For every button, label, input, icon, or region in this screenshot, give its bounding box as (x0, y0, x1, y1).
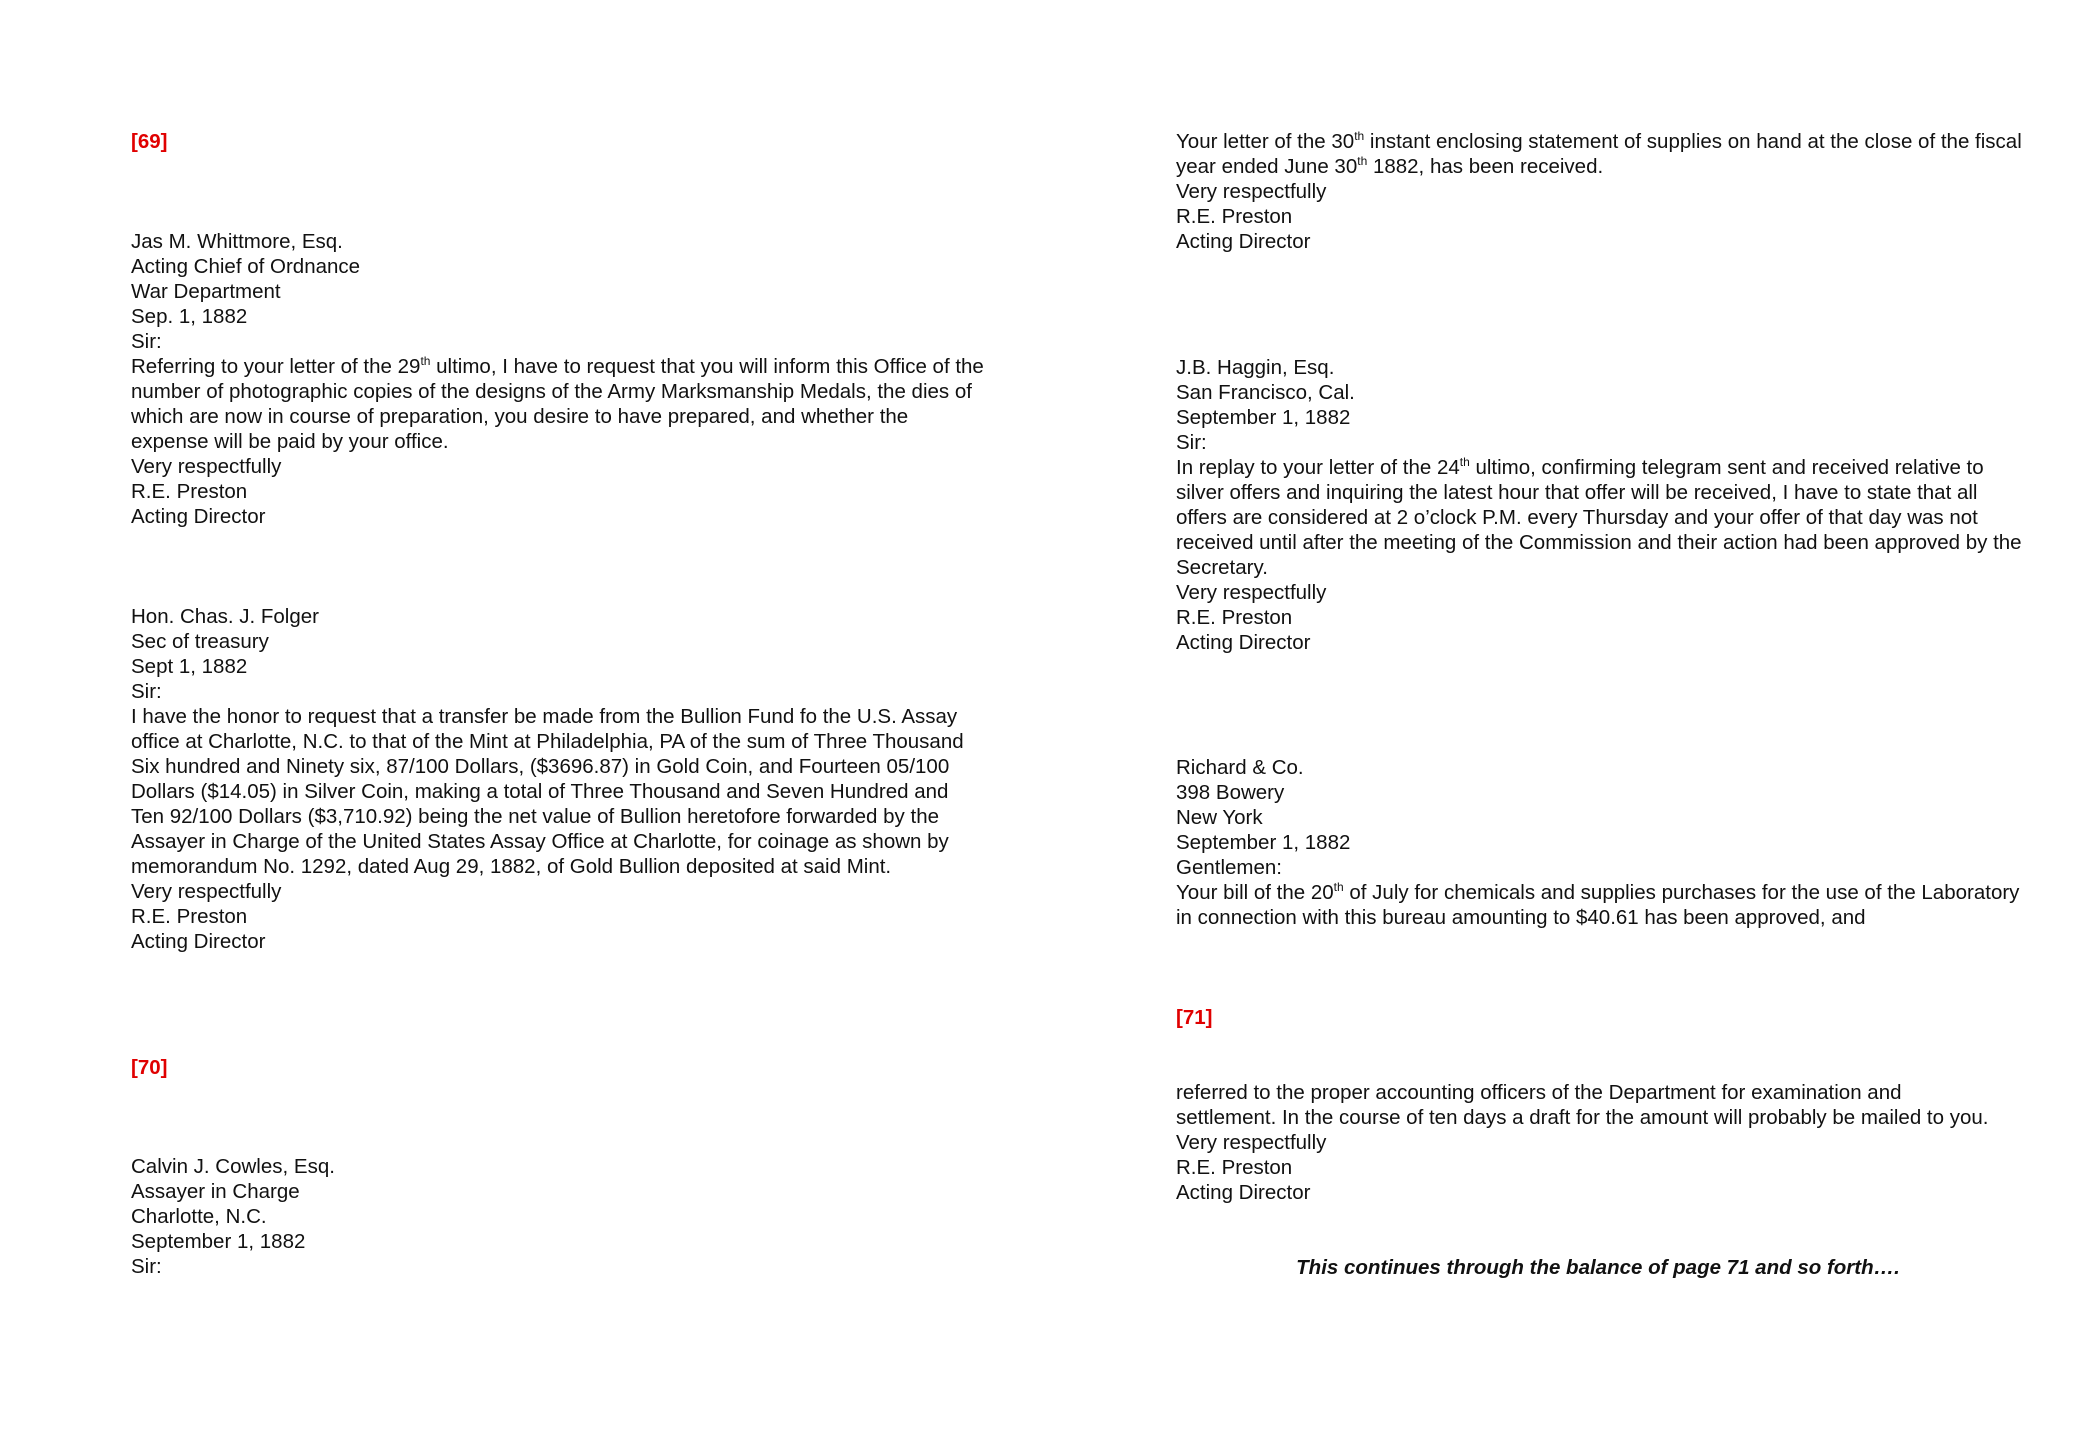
closing: Very respectfully (1176, 180, 1327, 203)
closing: Very respectfully (1176, 1131, 1327, 1154)
letter-body: I have the honor to request that a transfer be made from the Bullion Fund fo the U.S. Assay office at Charlotte, N.C. to that of the Mint at Philadelphia, PA of the sum of Three Thousand Six hundred and Ninety six, 87/100 Dollars, ($3696.87) in Gold Coin, and Fourteen 05/100 Dollars ($14.05) in Silver Coin, making a total of Three Thousand and Seven Hundred and Ten 92/100 Dollars ($3,710.92) being the net value of Bullion heretofore forwarded by the Assayer in Charge of the United States Assay Office at Charlotte, for coinage as shown by memorandum No. 1292, dated Aug 29, 1882, of Gold Bullion deposited at said Mint. (131, 705, 964, 878)
signer-title: Acting Director (131, 930, 266, 953)
letter-cowles-header (131, 1154, 1001, 1279)
letter-richard-continued (1176, 1080, 2034, 1205)
letter-haggin (1176, 355, 2034, 655)
closing: Very respectfully (1176, 581, 1327, 604)
salutation: Sir: (131, 1255, 162, 1278)
recipient-city: New York (1176, 806, 1263, 829)
letter-body: Your bill of the 20th of July for chemicals and supplies purchases for the use of the Laboratory in connection with this bureau amounting to $40.61 has been approved, and (1176, 880, 2020, 929)
page-number-71: [71] (1176, 1006, 1213, 1029)
closing: Very respectfully (131, 455, 282, 478)
recipient-title: Assayer in Charge (131, 1180, 300, 1203)
recipient-name: J.B. Haggin, Esq. (1176, 356, 1335, 379)
salutation: Sir: (131, 330, 162, 353)
signer-title: Acting Director (1176, 1181, 1311, 1204)
signer: R.E. Preston (131, 480, 248, 503)
recipient-org: War Department (131, 280, 281, 303)
signer: R.E. Preston (1176, 606, 1293, 629)
letter-body: In replay to your letter of the 24th ultimo, confirming telegram sent and received relative to silver offers and inquiring the latest hour that offer will be received, I have to state that all offers are considered at 2 o’clock P.M. every Thursday and your offer of that day was not received until after the meeting of the Commission and their action had been approved by the Secretary. (1176, 455, 2022, 579)
letter-date: Sept 1, 1882 (131, 655, 248, 678)
recipient-title: Sec of treasury (131, 630, 269, 653)
salutation: Gentlemen: (1176, 856, 1282, 879)
page-number-70: [70] (131, 1056, 168, 1079)
letter-whittmore (131, 229, 1001, 529)
signer: R.E. Preston (1176, 1156, 1293, 1179)
signer-title: Acting Director (1176, 631, 1311, 654)
letter-body-continued: referred to the proper accounting officers of the Department for examination and settlement. In the course of ten days a draft for the amount will probably be mailed to you. (1176, 1081, 1989, 1129)
letter-richard (1176, 755, 2034, 930)
signer-title: Acting Director (1176, 230, 1311, 253)
recipient-name: Calvin J. Cowles, Esq. (131, 1155, 335, 1178)
letter-body: Referring to your letter of the 29th ultimo, I have to request that you will inform this Office of the number of photographic copies of the designs of the Army Marksmanship Medals, the dies of which are now in course of preparation, you desire to have prepared, and whether the expense will be paid by your office. (131, 354, 984, 453)
recipient-name: Hon. Chas. J. Folger (131, 605, 319, 628)
letter-date: Sep. 1, 1882 (131, 305, 248, 328)
letter-date: September 1, 1882 (1176, 406, 1351, 429)
letter-cowles-body (1176, 129, 2034, 254)
recipient-title: Acting Chief of Ordnance (131, 255, 361, 278)
closing: Very respectfully (131, 880, 282, 903)
letter-folger (131, 604, 1001, 954)
letter-date: September 1, 1882 (131, 1230, 306, 1253)
salutation: Sir: (1176, 431, 1207, 454)
signer-title: Acting Director (131, 505, 266, 528)
salutation: Sir: (131, 680, 162, 703)
recipient-place: San Francisco, Cal. (1176, 381, 1355, 404)
recipient-street: 398 Bowery (1176, 781, 1285, 804)
page-number-69: [69] (131, 130, 168, 153)
signer: R.E. Preston (131, 905, 248, 928)
signer: R.E. Preston (1176, 205, 1293, 228)
recipient-place: Charlotte, N.C. (131, 1205, 267, 1228)
letter-date: September 1, 1882 (1176, 831, 1351, 854)
continuation-note: This continues through the balance of page 71 and so forth…. (1296, 1256, 1900, 1279)
recipient-name: Richard & Co. (1176, 756, 1304, 779)
letter-body: Your letter of the 30th instant enclosing statement of supplies on hand at the close of the fiscal year ended June 30th 1882, has been received. (1176, 129, 2022, 178)
recipient-name: Jas M. Whittmore, Esq. (131, 230, 343, 253)
